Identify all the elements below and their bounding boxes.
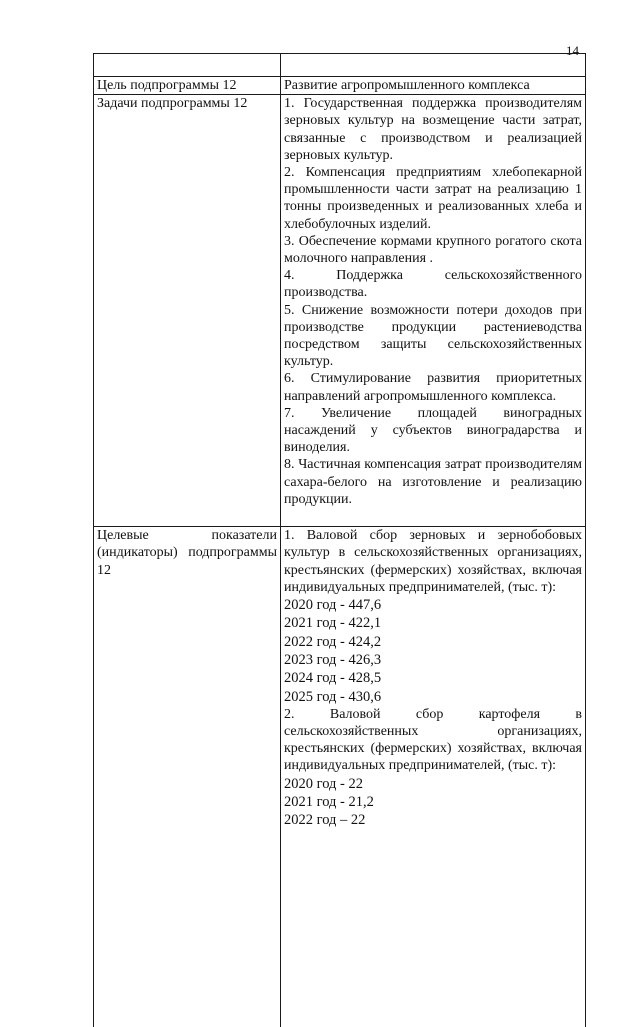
subprogram-passport-table [93,53,586,1027]
page-number: 14 [566,43,579,58]
goal-row [94,77,586,95]
task-item: 5. Снижение возможности потери доходов при производстве продукции растениеводства посредством защиты сельскохозяйственных культур. [284,302,582,370]
tasks-cell [281,95,586,527]
indicator-year-value: 2022 год – 22 [284,812,366,829]
indicator-year-value: 2022 год - 424,2 [284,633,382,650]
task-item: 6. Стимулирование развития приоритетных направлений агропромышленного комплекса. [284,371,582,404]
goal-label: Цель подпрограммы 12 [94,77,281,95]
tasks-row [94,95,586,527]
indicator-year-value: 2021 год - 422,1 [284,615,382,632]
empty-cell-right [281,54,586,77]
indicator-year-value: 2020 год - 22 [284,775,363,792]
indicator-year-value: 2021 год - 21,2 [284,793,374,810]
indicator-year-value: 2025 год - 430,6 [284,688,382,705]
task-item: 7. Увеличение площадей виноградных насаждений у субъектов виноградарства и виноделия. [284,405,582,456]
header-row-empty [94,54,586,77]
indicator-title: 2. Валовой сбор картофеля в сельскохозяйственных организациях, крестьянских (фермерских) хозяйствах, включая индивидуальных предпринимателей, (тыс. т): [284,706,582,774]
task-item: 3. Обеспечение кормами крупного рогатого скота молочного направления . [284,233,582,267]
task-item: 4. Поддержка сельскохозяйственного производства. [284,268,582,301]
targets-row [94,527,586,1027]
empty-cell-left [94,54,281,77]
task-item: 1. Государственная поддержка производителям зерновых культур на возмещение части затрат, связанные с производством и реализацией зерновых культур. [284,96,582,163]
indicator-year-value: 2020 год - 447,6 [284,597,382,614]
indicator-year-value: 2024 год - 428,5 [284,670,382,687]
goal-value: Развитие агропромышленного комплекса [281,77,586,95]
task-item: 2. Компенсация предприятиям хлебопекарной промышленности части затрат на реализацию 1 тонны произведенных и реализованных хлеба и хлебобулочных изделий. [284,165,582,232]
tasks-label: Задачи подпрограммы 12 [94,95,281,527]
targets-cell [281,527,586,1027]
targets-label: Целевые показатели (индикаторы) подпрограммы 12 [94,527,281,1027]
task-item: 8. Частичная компенсация затрат производителям сахара-белого на изготовление и реализацию продукции. [284,457,582,507]
indicator-year-value: 2023 год - 426,3 [284,651,382,668]
indicator-title: 1. Валовой сбор зерновых и зернобобовых культур в сельскохозяйственных организациях, крестьянских (фермерских) хозяйствах, включая индивидуальных предпринимателей, (тыс. т): [284,528,582,595]
